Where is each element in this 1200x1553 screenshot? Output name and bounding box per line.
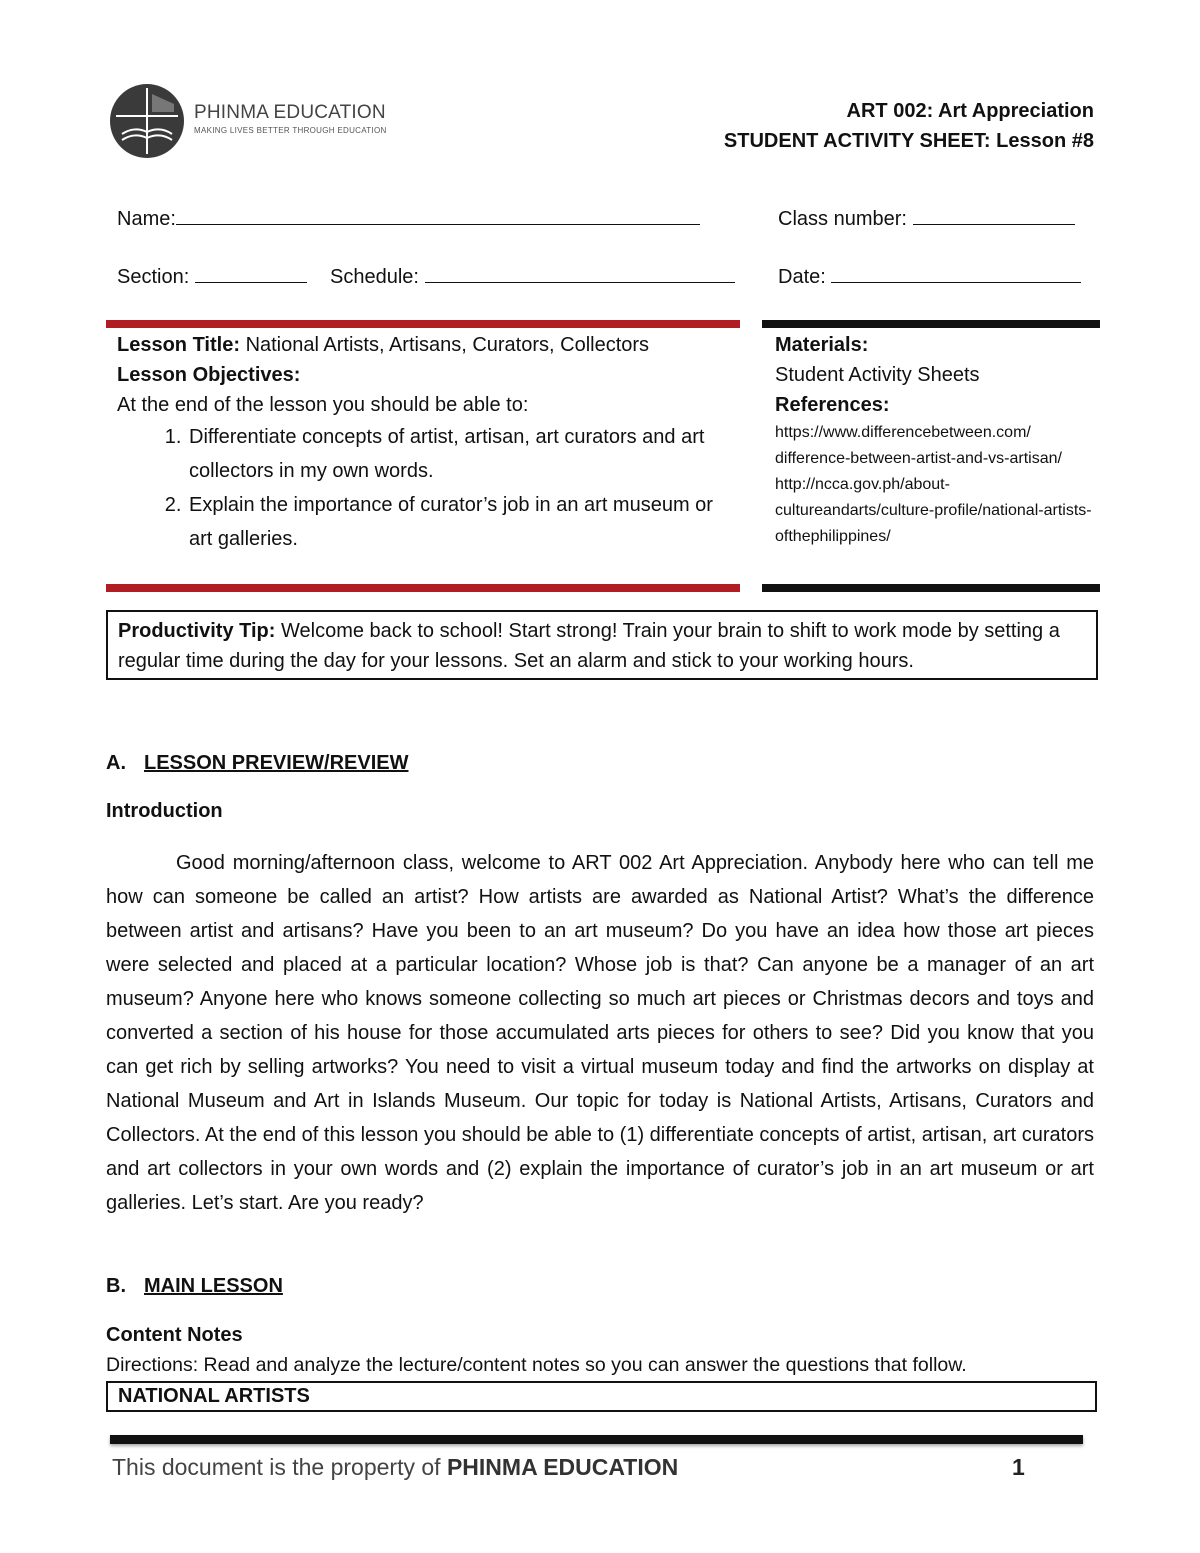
lesson-title-label: Lesson Title: xyxy=(117,334,240,356)
objectives-list xyxy=(117,420,737,556)
phinma-emblem-icon xyxy=(108,82,186,160)
footer-property: This document is the property of xyxy=(112,1454,441,1480)
lesson-top-rule xyxy=(106,320,740,328)
section-b-heading xyxy=(106,1275,283,1298)
directions-text: Directions: Read and analyze the lecture/content notes so you can answer the questions that follow. xyxy=(106,1354,967,1376)
section-a-title: LESSON PREVIEW/REVIEW xyxy=(144,752,409,774)
section-line[interactable] xyxy=(195,264,307,283)
section-field[interactable] xyxy=(117,264,307,289)
introduction-paragraph xyxy=(106,846,1094,1220)
lesson-info xyxy=(117,330,737,556)
lesson-title-line xyxy=(117,330,737,360)
productivity-tip-box xyxy=(106,610,1098,680)
date-field[interactable] xyxy=(778,264,1081,289)
name-field[interactable] xyxy=(117,206,700,231)
section-b-letter: B. xyxy=(106,1275,126,1297)
class-number-line[interactable] xyxy=(913,206,1075,225)
class-number-label: Class number: xyxy=(778,208,907,230)
references-text[interactable]: https://www.differencebetween.com/ difference-between-artist-and-vs-artisan/ http://ncca.gov.ph/about-cultureandarts/culture-profile/national-artists-ofthephilippines/ xyxy=(775,424,1092,545)
schedule-line[interactable] xyxy=(425,264,735,283)
schedule-label: Schedule: xyxy=(330,266,419,288)
section-a-letter: A. xyxy=(106,752,126,774)
section-b-title: MAIN LESSON xyxy=(144,1275,283,1297)
sheet-label: STUDENT ACTIVITY SHEET: xyxy=(723,130,991,152)
national-artists-box: NATIONAL ARTISTS xyxy=(106,1381,1097,1412)
materials-label: Materials: xyxy=(775,334,869,356)
schedule-field[interactable] xyxy=(330,264,735,289)
course-title: ART 002: Art Appreciation xyxy=(846,100,1094,122)
objective-item: 2. Explain the importance of curator’s job in an art museum or art galleries. xyxy=(187,488,737,556)
tip-label: Productivity Tip: xyxy=(118,620,276,642)
section-a-heading xyxy=(106,752,408,775)
footer-rule xyxy=(110,1435,1083,1444)
objective-item: 1. Differentiate concepts of artist, artisan, art curators and art collectors in my own words. xyxy=(187,420,737,488)
objectives-intro: At the end of the lesson you should be able to: xyxy=(117,394,529,416)
footer-text xyxy=(112,1454,678,1481)
footer-owner: PHINMA EDUCATION xyxy=(446,1454,679,1480)
sheet-title xyxy=(724,130,1094,153)
references-label: References: xyxy=(775,394,890,416)
phinma-logo xyxy=(108,80,387,160)
date-line[interactable] xyxy=(831,264,1081,283)
date-label: Date: xyxy=(778,266,826,288)
lesson-bottom-rule xyxy=(106,584,740,592)
lesson-number: Lesson #8 xyxy=(996,130,1094,152)
class-number-field[interactable] xyxy=(778,206,1075,231)
materials-top-rule xyxy=(762,320,1100,328)
materials-info xyxy=(775,330,1095,550)
tip-text: Welcome back to school! Start strong! Train your brain to shift to work mode by setting a regular time during the day for your lessons. Set an alarm and stick to your working hours. xyxy=(118,620,1060,672)
materials-bottom-rule xyxy=(762,584,1100,592)
name-label: Name: xyxy=(117,208,176,230)
lesson-title: National Artists, Artisans, Curators, Collectors xyxy=(245,334,650,356)
name-line[interactable] xyxy=(176,206,700,225)
section-label: Section: xyxy=(117,266,190,288)
logo-name: PHINMA EDUCATION xyxy=(194,102,386,123)
objectives-heading: Lesson Objectives: xyxy=(117,364,301,386)
introduction-heading: Introduction xyxy=(106,800,223,822)
introduction-text: Good morning/afternoon class, welcome to ART 002 Art Appreciation. Anybody here who can tell me how can someone be called an artist? How artists are awarded as National Artist? What’s the difference between artist and artisans? Have you been to an art museum? Do you have an idea how those art pieces were selected and placed at a particular location? Whose job is that? Can anyone be a manager of an art museum? Anyone here who knows someone collecting so much art pieces or Christmas decors and toys and converted a section of his house for those accumulated arts pieces for others to see? Did you know that you can get rich by selling artworks? You need to visit a virtual museum today and find the artworks on display at National Museum and Art in Islands Museum. Our topic for today is National Artists, Artisans, Curators and Collectors. At the end of this lesson you should be able to (1) differentiate concepts of artist, artisan, art curators and art collectors in your own words and (2) explain the importance of curator’s job in an art museum or art galleries. Let’s start. Are you ready? xyxy=(106,852,1094,1214)
logo-tagline: MAKING LIVES BETTER THROUGH EDUCATION xyxy=(194,126,387,135)
materials-value: Student Activity Sheets xyxy=(775,364,980,386)
page-number: 1 xyxy=(1012,1454,1025,1480)
content-notes-heading: Content Notes xyxy=(106,1324,243,1346)
